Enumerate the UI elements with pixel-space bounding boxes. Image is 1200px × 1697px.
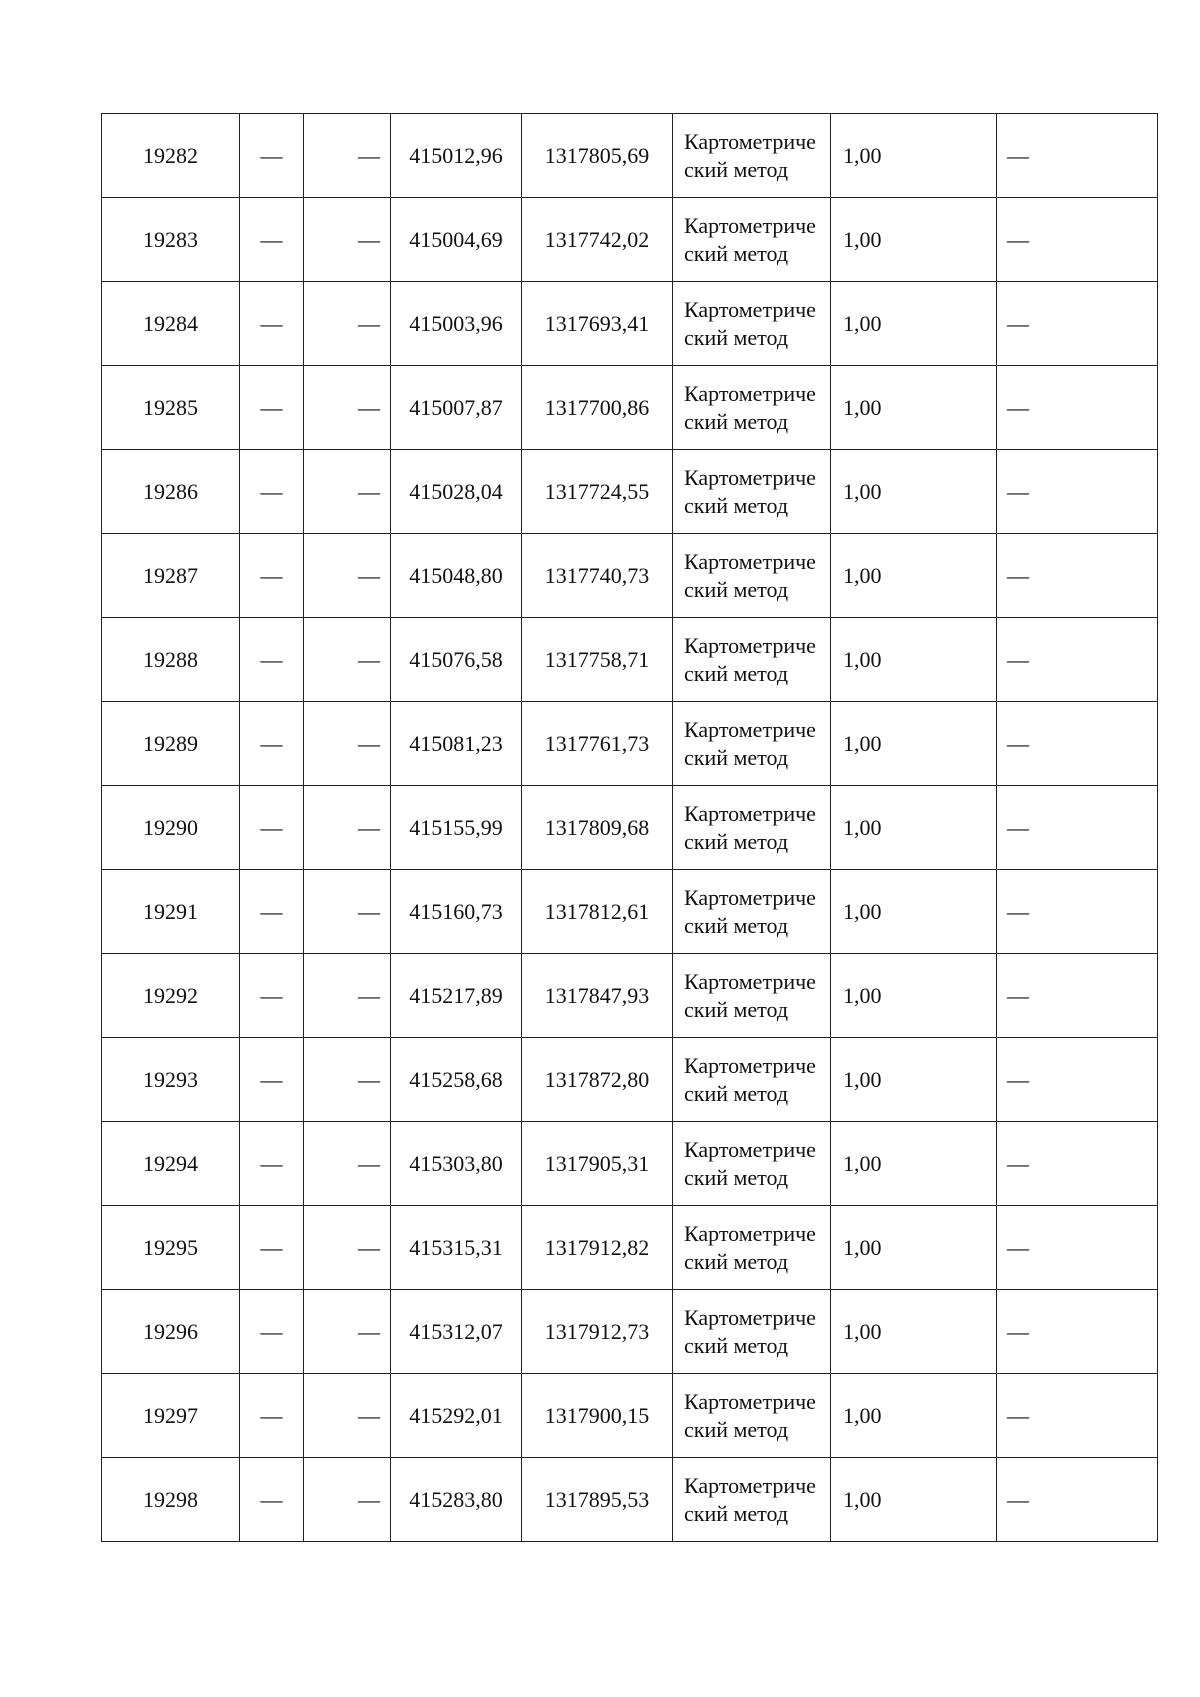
table-row: [102, 366, 1158, 450]
note-cell: —: [997, 618, 1158, 702]
method-text: Картометрический метод: [684, 884, 816, 938]
accuracy-cell: 1,00: [831, 198, 997, 282]
point-number-cell: 19290: [102, 786, 240, 870]
x-coordinate-cell: 415292,01: [391, 1374, 522, 1458]
table-row: [102, 618, 1158, 702]
y-coordinate-cell: 1317912,82: [522, 1206, 673, 1290]
note-cell: —: [997, 450, 1158, 534]
table-row: [102, 114, 1158, 198]
note-cell: —: [997, 1290, 1158, 1374]
x-coordinate-cell: 415081,23: [391, 702, 522, 786]
dash-cell: —: [240, 1038, 304, 1122]
dash-cell: —: [304, 954, 391, 1038]
dash-cell: —: [304, 114, 391, 198]
method-cell: [673, 114, 831, 198]
accuracy-cell: 1,00: [831, 1122, 997, 1206]
accuracy-cell: 1,00: [831, 450, 997, 534]
accuracy-cell: 1,00: [831, 1038, 997, 1122]
x-coordinate-cell: 415004,69: [391, 198, 522, 282]
dash-cell: —: [240, 1290, 304, 1374]
x-coordinate-cell: 415303,80: [391, 1122, 522, 1206]
y-coordinate-cell: 1317742,02: [522, 198, 673, 282]
y-coordinate-cell: 1317809,68: [522, 786, 673, 870]
method-cell: [673, 870, 831, 954]
y-coordinate-cell: 1317812,61: [522, 870, 673, 954]
dash-cell: —: [304, 366, 391, 450]
note-cell: —: [997, 702, 1158, 786]
table-row: [102, 954, 1158, 1038]
dash-cell: —: [240, 1206, 304, 1290]
y-coordinate-cell: 1317700,86: [522, 366, 673, 450]
y-coordinate-cell: 1317847,93: [522, 954, 673, 1038]
table-row: [102, 450, 1158, 534]
dash-cell: —: [240, 1122, 304, 1206]
x-coordinate-cell: 415283,80: [391, 1458, 522, 1542]
method-text: Картометрический метод: [684, 716, 816, 770]
accuracy-cell: 1,00: [831, 786, 997, 870]
method-text: Картометрический метод: [684, 212, 816, 266]
method-cell: [673, 282, 831, 366]
method-text: Картометрический метод: [684, 464, 816, 518]
accuracy-cell: 1,00: [831, 282, 997, 366]
point-number-cell: 19289: [102, 702, 240, 786]
method-text: Картометрический метод: [684, 1220, 816, 1274]
point-number-cell: 19297: [102, 1374, 240, 1458]
method-cell: [673, 1206, 831, 1290]
dash-cell: —: [240, 1374, 304, 1458]
y-coordinate-cell: 1317905,31: [522, 1122, 673, 1206]
dash-cell: —: [240, 114, 304, 198]
accuracy-cell: 1,00: [831, 534, 997, 618]
y-coordinate-cell: 1317895,53: [522, 1458, 673, 1542]
dash-cell: —: [304, 618, 391, 702]
accuracy-cell: 1,00: [831, 1374, 997, 1458]
dash-cell: —: [304, 786, 391, 870]
x-coordinate-cell: 415312,07: [391, 1290, 522, 1374]
y-coordinate-cell: 1317805,69: [522, 114, 673, 198]
x-coordinate-cell: 415258,68: [391, 1038, 522, 1122]
note-cell: —: [997, 870, 1158, 954]
dash-cell: —: [240, 618, 304, 702]
point-number-cell: 19286: [102, 450, 240, 534]
x-coordinate-cell: 415007,87: [391, 366, 522, 450]
table-row: [102, 1122, 1158, 1206]
table-row: [102, 870, 1158, 954]
y-coordinate-cell: 1317740,73: [522, 534, 673, 618]
method-cell: [673, 618, 831, 702]
method-text: Картометрический метод: [684, 128, 816, 182]
note-cell: —: [997, 282, 1158, 366]
point-number-cell: 19288: [102, 618, 240, 702]
table-row: [102, 198, 1158, 282]
x-coordinate-cell: 415160,73: [391, 870, 522, 954]
point-number-cell: 19294: [102, 1122, 240, 1206]
dash-cell: —: [240, 954, 304, 1038]
method-cell: [673, 954, 831, 1038]
note-cell: —: [997, 1206, 1158, 1290]
method-cell: [673, 786, 831, 870]
method-text: Картометрический метод: [684, 296, 816, 350]
dash-cell: —: [304, 870, 391, 954]
note-cell: —: [997, 786, 1158, 870]
point-number-cell: 19284: [102, 282, 240, 366]
dash-cell: —: [304, 450, 391, 534]
point-number-cell: 19295: [102, 1206, 240, 1290]
method-cell: [673, 1374, 831, 1458]
table-row: [102, 1458, 1158, 1542]
y-coordinate-cell: 1317912,73: [522, 1290, 673, 1374]
y-coordinate-cell: 1317900,15: [522, 1374, 673, 1458]
table-row: [102, 786, 1158, 870]
dash-cell: —: [240, 198, 304, 282]
method-text: Картометрический метод: [684, 800, 816, 854]
coordinates-table-body: [102, 114, 1158, 1542]
dash-cell: —: [304, 282, 391, 366]
dash-cell: —: [240, 1458, 304, 1542]
accuracy-cell: 1,00: [831, 702, 997, 786]
dash-cell: —: [304, 1122, 391, 1206]
method-cell: [673, 1290, 831, 1374]
dash-cell: —: [240, 786, 304, 870]
point-number-cell: 19283: [102, 198, 240, 282]
point-number-cell: 19282: [102, 114, 240, 198]
dash-cell: —: [304, 1458, 391, 1542]
dash-cell: —: [240, 450, 304, 534]
point-number-cell: 19285: [102, 366, 240, 450]
point-number-cell: 19296: [102, 1290, 240, 1374]
dash-cell: —: [240, 870, 304, 954]
y-coordinate-cell: 1317693,41: [522, 282, 673, 366]
x-coordinate-cell: 415217,89: [391, 954, 522, 1038]
x-coordinate-cell: 415003,96: [391, 282, 522, 366]
method-cell: [673, 366, 831, 450]
x-coordinate-cell: 415076,58: [391, 618, 522, 702]
note-cell: —: [997, 1374, 1158, 1458]
dash-cell: —: [240, 282, 304, 366]
note-cell: —: [997, 198, 1158, 282]
note-cell: —: [997, 954, 1158, 1038]
method-text: Картометрический метод: [684, 632, 816, 686]
method-text: Картометрический метод: [684, 1472, 816, 1526]
accuracy-cell: 1,00: [831, 114, 997, 198]
dash-cell: —: [304, 198, 391, 282]
table-row: [102, 1038, 1158, 1122]
method-text: Картометрический метод: [684, 380, 816, 434]
method-cell: [673, 450, 831, 534]
accuracy-cell: 1,00: [831, 870, 997, 954]
x-coordinate-cell: 415028,04: [391, 450, 522, 534]
dash-cell: —: [304, 702, 391, 786]
table-row: [102, 534, 1158, 618]
dash-cell: —: [304, 1290, 391, 1374]
method-cell: [673, 198, 831, 282]
dash-cell: —: [240, 702, 304, 786]
x-coordinate-cell: 415012,96: [391, 114, 522, 198]
method-text: Картометрический метод: [684, 548, 816, 602]
method-text: Картометрический метод: [684, 1388, 816, 1442]
table-row: [102, 282, 1158, 366]
point-number-cell: 19298: [102, 1458, 240, 1542]
table-row: [102, 1374, 1158, 1458]
accuracy-cell: 1,00: [831, 1458, 997, 1542]
point-number-cell: 19292: [102, 954, 240, 1038]
y-coordinate-cell: 1317872,80: [522, 1038, 673, 1122]
method-text: Картометрический метод: [684, 968, 816, 1022]
y-coordinate-cell: 1317758,71: [522, 618, 673, 702]
point-number-cell: 19291: [102, 870, 240, 954]
point-number-cell: 19287: [102, 534, 240, 618]
note-cell: —: [997, 1038, 1158, 1122]
note-cell: —: [997, 1122, 1158, 1206]
y-coordinate-cell: 1317761,73: [522, 702, 673, 786]
note-cell: —: [997, 1458, 1158, 1542]
dash-cell: —: [240, 534, 304, 618]
x-coordinate-cell: 415048,80: [391, 534, 522, 618]
coordinates-table: [101, 113, 1158, 1542]
method-text: Картометрический метод: [684, 1136, 816, 1190]
accuracy-cell: 1,00: [831, 1290, 997, 1374]
method-text: Картометрический метод: [684, 1304, 816, 1358]
x-coordinate-cell: 415315,31: [391, 1206, 522, 1290]
method-cell: [673, 1122, 831, 1206]
point-number-cell: 19293: [102, 1038, 240, 1122]
method-cell: [673, 1458, 831, 1542]
accuracy-cell: 1,00: [831, 1206, 997, 1290]
dash-cell: —: [304, 534, 391, 618]
accuracy-cell: 1,00: [831, 954, 997, 1038]
method-cell: [673, 702, 831, 786]
dash-cell: —: [304, 1374, 391, 1458]
method-cell: [673, 534, 831, 618]
note-cell: —: [997, 366, 1158, 450]
method-cell: [673, 1038, 831, 1122]
dash-cell: —: [304, 1206, 391, 1290]
table-row: [102, 702, 1158, 786]
x-coordinate-cell: 415155,99: [391, 786, 522, 870]
note-cell: —: [997, 534, 1158, 618]
method-text: Картометрический метод: [684, 1052, 816, 1106]
accuracy-cell: 1,00: [831, 618, 997, 702]
accuracy-cell: 1,00: [831, 366, 997, 450]
dash-cell: —: [240, 366, 304, 450]
table-row: [102, 1290, 1158, 1374]
dash-cell: —: [304, 1038, 391, 1122]
note-cell: —: [997, 114, 1158, 198]
y-coordinate-cell: 1317724,55: [522, 450, 673, 534]
table-row: [102, 1206, 1158, 1290]
